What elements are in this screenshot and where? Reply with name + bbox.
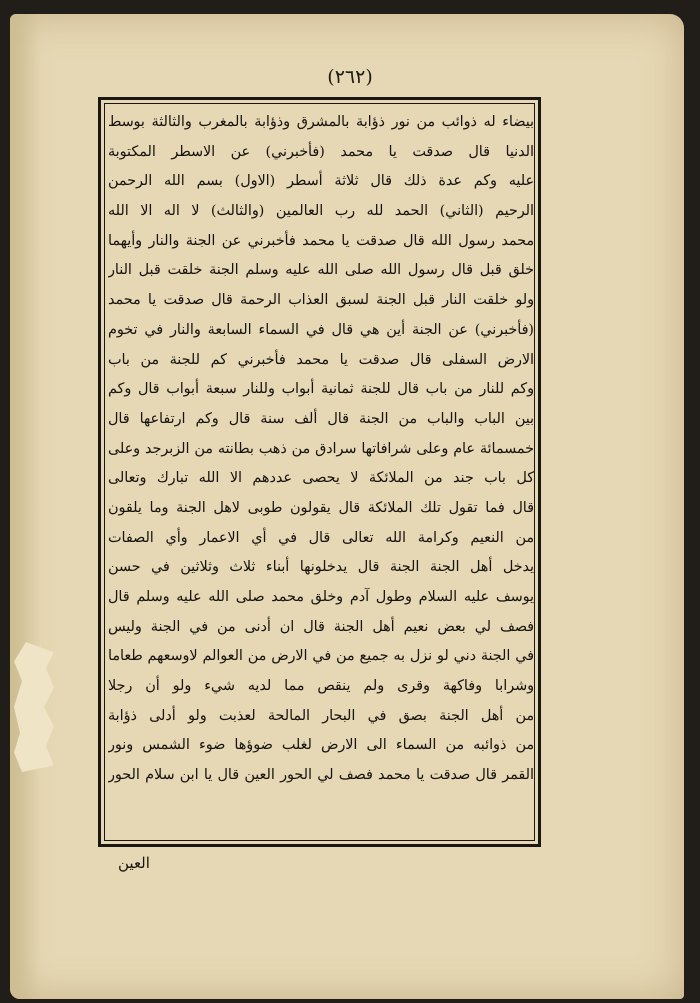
text-line: فصف لي بعض نعيم أهل الجنة قال ان أدنى من في الجنة وليس — [108, 618, 534, 635]
text-block — [108, 108, 534, 791]
text-line: وشرابا وفاكهة وقرى ولم ينقص مما لديه شيء ولو أن رجلا — [108, 678, 534, 695]
text-line: محمد رسول الله قال صدقت يا محمد فأخبرني عن الجنة والنار وأيهما — [108, 232, 534, 249]
text-line: من أهل الجنة بصق في البحار المالحة لعذبت ولو أدلى ذؤابة — [108, 707, 534, 724]
catchword: العين — [118, 854, 150, 872]
text-line: خمسمائة عام وعلى شرافاتها سرادق من ذهب بطانته من الزبرجد وعلى — [108, 440, 534, 457]
text-line: يدخل أهل الجنة الجنة قال يدخلونها أبناء ثلاث وثلاثين في حسن — [108, 559, 534, 576]
text-line: يوسف عليه السلام وطول آدم وخلق محمد صلى الله عليه وسلم قال — [108, 589, 534, 605]
text-line: عليه وكم عدة ذلك قال ثلاثة أسطر (الاول) بسم الله الرحمن — [108, 173, 534, 190]
text-line: وكم للنار من باب قال للجنة ثمانية أبواب وللنار سبعة أبواب قال وكم — [108, 381, 534, 398]
text-line: الدنيا قال صدقت يا محمد (فأخبرني) عن الاسطر المكتوبة — [108, 143, 534, 160]
text-line: من النعيم وكرامة الله تعالى قال في أي الاعمار وأي الصفات — [108, 529, 534, 546]
text-line: بين الباب والباب من الجنة قال ألف سنة قال وكم ارتفاعها قال — [108, 410, 534, 427]
text-line: الارض السفلى قال صدقت يا محمد فأخبرني كم للجنة من باب — [108, 351, 534, 368]
text-line: القمر قال صدقت يا محمد فصف لي الحور العين قال يا ابن سلام الحور — [108, 767, 534, 784]
text-line: في الجنة دني لو نزل به جميع من في الارض من العوالم لاوسعهم طعاما — [108, 648, 534, 665]
text-line: الرحيم (الثاني) الحمد لله رب العالمين (والثالث) لا اله الا الله — [108, 203, 534, 220]
text-line: كل باب جند من الملائكة لا يحصى عددهم الا الله تبارك وتعالى — [108, 470, 534, 487]
page-number: (٢٦٢) — [327, 66, 373, 88]
torn-edge — [14, 642, 54, 772]
text-line: خلق قبل قال رسول الله صلى الله عليه وسلم الجنة خلقت قبل النار — [108, 262, 534, 279]
text-line: (فأخبرني) عن الجنة أين هي قال في السماء السابعة والنار في تخوم — [108, 321, 534, 338]
text-line: بيضاء له ذوائب من نور ذؤابة بالمشرق وذؤابة بالمغرب والثالثة بوسط — [108, 114, 534, 130]
text-line: قال فما تقول تلك الملائكة قال يقولون طوبى لاهل الجنة وما يلقون — [108, 499, 534, 516]
text-line: من ذوائبه من السماء الى الارض لغلب ضوؤها ضوء الشمس ونور — [108, 737, 534, 754]
text-line: ولو خلقت النار قبل الجنة لسبق العذاب الرحمة قال صدقت يا محمد — [108, 292, 534, 309]
